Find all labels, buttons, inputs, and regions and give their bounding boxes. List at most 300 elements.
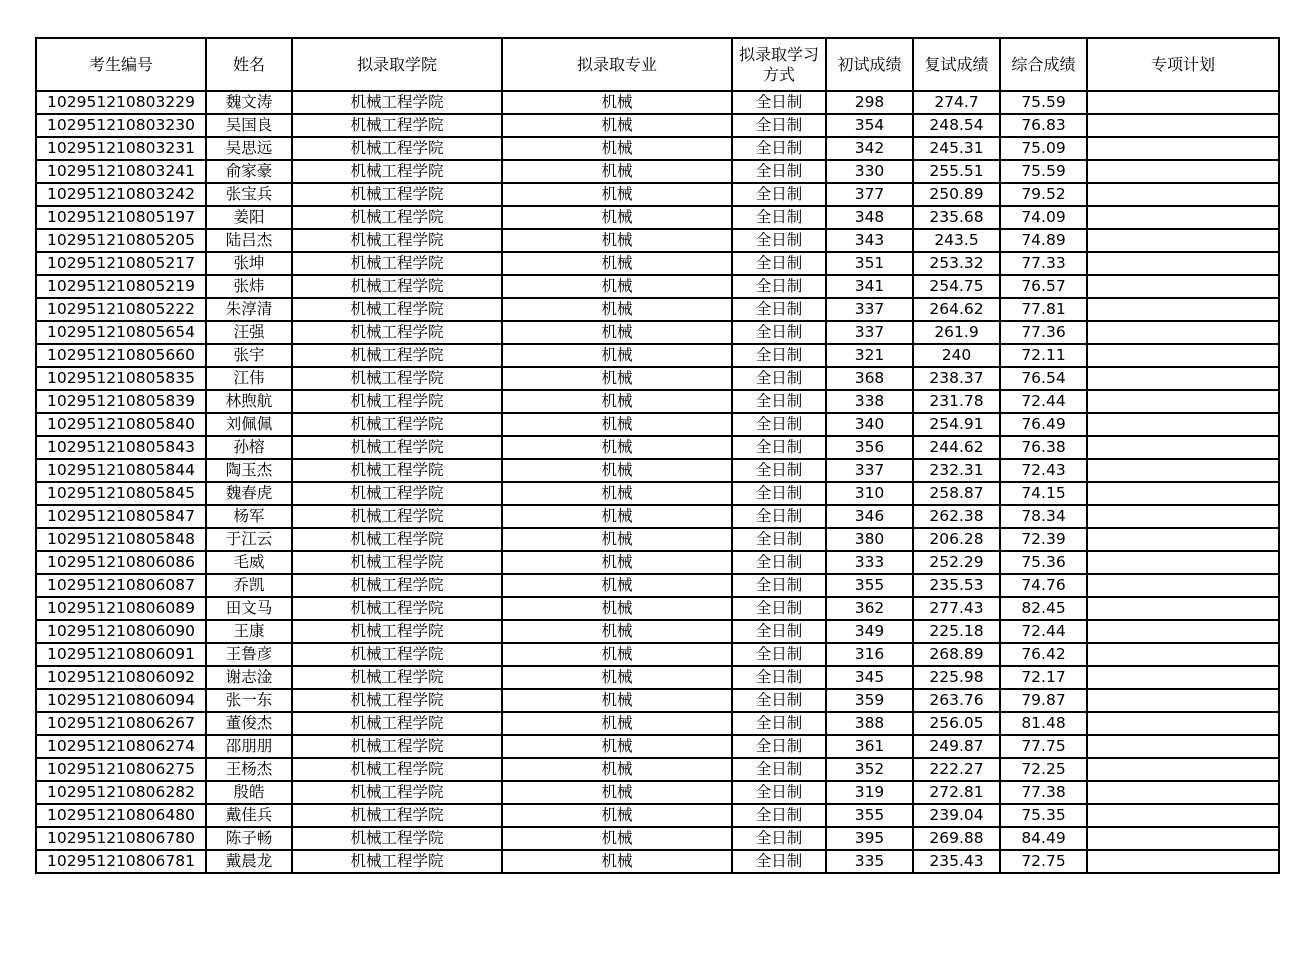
prelim-score-cell: 316 bbox=[826, 643, 913, 666]
college-cell: 机械工程学院 bbox=[292, 229, 502, 252]
total-score-cell: 76.57 bbox=[1000, 275, 1087, 298]
total-score-cell: 82.45 bbox=[1000, 597, 1087, 620]
candidate-id-cell: 102951210806087 bbox=[36, 574, 206, 597]
candidate-id-cell: 102951210805848 bbox=[36, 528, 206, 551]
total-score-cell: 74.76 bbox=[1000, 574, 1087, 597]
table-row bbox=[36, 689, 1279, 712]
major-cell: 机械 bbox=[502, 804, 732, 827]
major-cell: 机械 bbox=[502, 390, 732, 413]
retest-score-cell: 252.29 bbox=[913, 551, 1000, 574]
table-row bbox=[36, 620, 1279, 643]
total-score-cell: 77.36 bbox=[1000, 321, 1087, 344]
retest-score-cell: 244.62 bbox=[913, 436, 1000, 459]
retest-score-cell: 262.38 bbox=[913, 505, 1000, 528]
candidate-id-cell: 102951210805205 bbox=[36, 229, 206, 252]
candidate-id-cell: 102951210803231 bbox=[36, 137, 206, 160]
retest-score-cell: 258.87 bbox=[913, 482, 1000, 505]
total-score-cell: 79.52 bbox=[1000, 183, 1087, 206]
college-cell: 机械工程学院 bbox=[292, 689, 502, 712]
table-row bbox=[36, 252, 1279, 275]
total-score-cell: 74.09 bbox=[1000, 206, 1087, 229]
special-plan-cell bbox=[1087, 482, 1279, 505]
study-mode-cell: 全日制 bbox=[732, 367, 826, 390]
major-cell: 机械 bbox=[502, 183, 732, 206]
special-plan-cell bbox=[1087, 321, 1279, 344]
special-plan-cell bbox=[1087, 666, 1279, 689]
special-plan-cell bbox=[1087, 689, 1279, 712]
prelim-score-cell: 368 bbox=[826, 367, 913, 390]
table-row bbox=[36, 160, 1279, 183]
table-row bbox=[36, 413, 1279, 436]
college-cell: 机械工程学院 bbox=[292, 528, 502, 551]
major-cell: 机械 bbox=[502, 712, 732, 735]
study-mode-cell: 全日制 bbox=[732, 482, 826, 505]
prelim-score-cell: 343 bbox=[826, 229, 913, 252]
candidate-id-cell: 102951210803229 bbox=[36, 91, 206, 114]
name-cell: 董俊杰 bbox=[206, 712, 292, 735]
prelim-score-cell: 361 bbox=[826, 735, 913, 758]
total-score-cell: 79.87 bbox=[1000, 689, 1087, 712]
candidate-id-cell: 102951210806267 bbox=[36, 712, 206, 735]
name-cell: 俞家豪 bbox=[206, 160, 292, 183]
total-score-cell: 72.75 bbox=[1000, 850, 1087, 873]
table-row bbox=[36, 758, 1279, 781]
name-cell: 江伟 bbox=[206, 367, 292, 390]
special-plan-cell bbox=[1087, 413, 1279, 436]
name-cell: 杨军 bbox=[206, 505, 292, 528]
total-score-cell: 75.59 bbox=[1000, 160, 1087, 183]
prelim-score-cell: 356 bbox=[826, 436, 913, 459]
study-mode-cell: 全日制 bbox=[732, 712, 826, 735]
candidate-id-cell: 102951210803241 bbox=[36, 160, 206, 183]
study-mode-cell: 全日制 bbox=[732, 206, 826, 229]
table-row bbox=[36, 459, 1279, 482]
college-cell: 机械工程学院 bbox=[292, 321, 502, 344]
study-mode-cell: 全日制 bbox=[732, 413, 826, 436]
table-row bbox=[36, 137, 1279, 160]
retest-score-cell: 235.68 bbox=[913, 206, 1000, 229]
study-mode-cell: 全日制 bbox=[732, 505, 826, 528]
total-score-cell: 72.44 bbox=[1000, 620, 1087, 643]
college-cell: 机械工程学院 bbox=[292, 114, 502, 137]
prelim-score-cell: 388 bbox=[826, 712, 913, 735]
special-plan-cell bbox=[1087, 850, 1279, 873]
candidate-id-cell: 102951210806780 bbox=[36, 827, 206, 850]
special-plan-cell bbox=[1087, 206, 1279, 229]
prelim-score-cell: 348 bbox=[826, 206, 913, 229]
total-score-cell: 75.09 bbox=[1000, 137, 1087, 160]
header-retest-score: 复试成绩 bbox=[913, 38, 1000, 91]
prelim-score-cell: 355 bbox=[826, 804, 913, 827]
prelim-score-cell: 349 bbox=[826, 620, 913, 643]
candidate-id-cell: 102951210805197 bbox=[36, 206, 206, 229]
table-row bbox=[36, 643, 1279, 666]
retest-score-cell: 255.51 bbox=[913, 160, 1000, 183]
name-cell: 姜阳 bbox=[206, 206, 292, 229]
retest-score-cell: 225.18 bbox=[913, 620, 1000, 643]
major-cell: 机械 bbox=[502, 137, 732, 160]
study-mode-cell: 全日制 bbox=[732, 91, 826, 114]
college-cell: 机械工程学院 bbox=[292, 252, 502, 275]
retest-score-cell: 206.28 bbox=[913, 528, 1000, 551]
major-cell: 机械 bbox=[502, 528, 732, 551]
special-plan-cell bbox=[1087, 252, 1279, 275]
college-cell: 机械工程学院 bbox=[292, 551, 502, 574]
total-score-cell: 81.48 bbox=[1000, 712, 1087, 735]
special-plan-cell bbox=[1087, 344, 1279, 367]
candidate-id-cell: 102951210806092 bbox=[36, 666, 206, 689]
candidate-id-cell: 102951210805654 bbox=[36, 321, 206, 344]
special-plan-cell bbox=[1087, 827, 1279, 850]
table-row bbox=[36, 574, 1279, 597]
prelim-score-cell: 338 bbox=[826, 390, 913, 413]
retest-score-cell: 268.89 bbox=[913, 643, 1000, 666]
major-cell: 机械 bbox=[502, 735, 732, 758]
candidate-id-cell: 102951210806275 bbox=[36, 758, 206, 781]
major-cell: 机械 bbox=[502, 459, 732, 482]
table-row bbox=[36, 712, 1279, 735]
table-row bbox=[36, 436, 1279, 459]
total-score-cell: 72.44 bbox=[1000, 390, 1087, 413]
name-cell: 陶玉杰 bbox=[206, 459, 292, 482]
table-row bbox=[36, 781, 1279, 804]
special-plan-cell bbox=[1087, 712, 1279, 735]
study-mode-cell: 全日制 bbox=[732, 574, 826, 597]
candidate-id-cell: 102951210805840 bbox=[36, 413, 206, 436]
header-name: 姓名 bbox=[206, 38, 292, 91]
header-study-mode: 拟录取学习方式 bbox=[732, 38, 826, 91]
college-cell: 机械工程学院 bbox=[292, 758, 502, 781]
major-cell: 机械 bbox=[502, 367, 732, 390]
name-cell: 于江云 bbox=[206, 528, 292, 551]
table-row bbox=[36, 597, 1279, 620]
college-cell: 机械工程学院 bbox=[292, 643, 502, 666]
name-cell: 陆吕杰 bbox=[206, 229, 292, 252]
name-cell: 殷皓 bbox=[206, 781, 292, 804]
major-cell: 机械 bbox=[502, 482, 732, 505]
college-cell: 机械工程学院 bbox=[292, 275, 502, 298]
major-cell: 机械 bbox=[502, 643, 732, 666]
major-cell: 机械 bbox=[502, 275, 732, 298]
prelim-score-cell: 395 bbox=[826, 827, 913, 850]
total-score-cell: 76.54 bbox=[1000, 367, 1087, 390]
retest-score-cell: 232.31 bbox=[913, 459, 1000, 482]
name-cell: 孙榕 bbox=[206, 436, 292, 459]
study-mode-cell: 全日制 bbox=[732, 643, 826, 666]
major-cell: 机械 bbox=[502, 229, 732, 252]
retest-score-cell: 264.62 bbox=[913, 298, 1000, 321]
college-cell: 机械工程学院 bbox=[292, 160, 502, 183]
prelim-score-cell: 362 bbox=[826, 597, 913, 620]
major-cell: 机械 bbox=[502, 827, 732, 850]
retest-score-cell: 272.81 bbox=[913, 781, 1000, 804]
table-row bbox=[36, 551, 1279, 574]
study-mode-cell: 全日制 bbox=[732, 321, 826, 344]
candidate-id-cell: 102951210806282 bbox=[36, 781, 206, 804]
major-cell: 机械 bbox=[502, 505, 732, 528]
college-cell: 机械工程学院 bbox=[292, 827, 502, 850]
name-cell: 王杨杰 bbox=[206, 758, 292, 781]
special-plan-cell bbox=[1087, 758, 1279, 781]
prelim-score-cell: 351 bbox=[826, 252, 913, 275]
special-plan-cell bbox=[1087, 528, 1279, 551]
special-plan-cell bbox=[1087, 551, 1279, 574]
name-cell: 王康 bbox=[206, 620, 292, 643]
table-row bbox=[36, 114, 1279, 137]
table-row bbox=[36, 91, 1279, 114]
header-major: 拟录取专业 bbox=[502, 38, 732, 91]
retest-score-cell: 235.53 bbox=[913, 574, 1000, 597]
retest-score-cell: 269.88 bbox=[913, 827, 1000, 850]
retest-score-cell: 263.76 bbox=[913, 689, 1000, 712]
study-mode-cell: 全日制 bbox=[732, 666, 826, 689]
name-cell: 张宇 bbox=[206, 344, 292, 367]
table-row bbox=[36, 735, 1279, 758]
retest-score-cell: 249.87 bbox=[913, 735, 1000, 758]
special-plan-cell bbox=[1087, 804, 1279, 827]
total-score-cell: 75.36 bbox=[1000, 551, 1087, 574]
name-cell: 汪强 bbox=[206, 321, 292, 344]
header-special-plan: 专项计划 bbox=[1087, 38, 1279, 91]
college-cell: 机械工程学院 bbox=[292, 505, 502, 528]
prelim-score-cell: 337 bbox=[826, 321, 913, 344]
retest-score-cell: 250.89 bbox=[913, 183, 1000, 206]
special-plan-cell bbox=[1087, 91, 1279, 114]
name-cell: 吴国良 bbox=[206, 114, 292, 137]
retest-score-cell: 225.98 bbox=[913, 666, 1000, 689]
prelim-score-cell: 337 bbox=[826, 298, 913, 321]
study-mode-cell: 全日制 bbox=[732, 781, 826, 804]
retest-score-cell: 253.32 bbox=[913, 252, 1000, 275]
table-row bbox=[36, 206, 1279, 229]
prelim-score-cell: 352 bbox=[826, 758, 913, 781]
candidate-id-cell: 102951210806274 bbox=[36, 735, 206, 758]
study-mode-cell: 全日制 bbox=[732, 551, 826, 574]
college-cell: 机械工程学院 bbox=[292, 183, 502, 206]
candidate-id-cell: 102951210805835 bbox=[36, 367, 206, 390]
table-row bbox=[36, 528, 1279, 551]
header-prelim-score: 初试成绩 bbox=[826, 38, 913, 91]
college-cell: 机械工程学院 bbox=[292, 137, 502, 160]
table-row bbox=[36, 275, 1279, 298]
candidate-id-cell: 102951210805660 bbox=[36, 344, 206, 367]
name-cell: 林煦航 bbox=[206, 390, 292, 413]
study-mode-cell: 全日制 bbox=[732, 620, 826, 643]
candidate-id-cell: 102951210805219 bbox=[36, 275, 206, 298]
study-mode-cell: 全日制 bbox=[732, 183, 826, 206]
table-row bbox=[36, 827, 1279, 850]
college-cell: 机械工程学院 bbox=[292, 413, 502, 436]
retest-score-cell: 254.91 bbox=[913, 413, 1000, 436]
special-plan-cell bbox=[1087, 367, 1279, 390]
college-cell: 机械工程学院 bbox=[292, 850, 502, 873]
special-plan-cell bbox=[1087, 160, 1279, 183]
total-score-cell: 72.25 bbox=[1000, 758, 1087, 781]
total-score-cell: 76.42 bbox=[1000, 643, 1087, 666]
study-mode-cell: 全日制 bbox=[732, 436, 826, 459]
name-cell: 魏文涛 bbox=[206, 91, 292, 114]
college-cell: 机械工程学院 bbox=[292, 666, 502, 689]
major-cell: 机械 bbox=[502, 321, 732, 344]
name-cell: 张炜 bbox=[206, 275, 292, 298]
total-score-cell: 77.81 bbox=[1000, 298, 1087, 321]
candidate-id-cell: 102951210805222 bbox=[36, 298, 206, 321]
retest-score-cell: 238.37 bbox=[913, 367, 1000, 390]
header-candidate-id: 考生编号 bbox=[36, 38, 206, 91]
study-mode-cell: 全日制 bbox=[732, 804, 826, 827]
college-cell: 机械工程学院 bbox=[292, 298, 502, 321]
college-cell: 机械工程学院 bbox=[292, 344, 502, 367]
name-cell: 魏春虎 bbox=[206, 482, 292, 505]
admission-table bbox=[35, 37, 1280, 874]
table-row bbox=[36, 505, 1279, 528]
college-cell: 机械工程学院 bbox=[292, 436, 502, 459]
study-mode-cell: 全日制 bbox=[732, 735, 826, 758]
study-mode-cell: 全日制 bbox=[732, 160, 826, 183]
special-plan-cell bbox=[1087, 597, 1279, 620]
name-cell: 戴晨龙 bbox=[206, 850, 292, 873]
candidate-id-cell: 102951210806781 bbox=[36, 850, 206, 873]
retest-score-cell: 248.54 bbox=[913, 114, 1000, 137]
college-cell: 机械工程学院 bbox=[292, 574, 502, 597]
major-cell: 机械 bbox=[502, 758, 732, 781]
college-cell: 机械工程学院 bbox=[292, 712, 502, 735]
total-score-cell: 76.49 bbox=[1000, 413, 1087, 436]
special-plan-cell bbox=[1087, 114, 1279, 137]
study-mode-cell: 全日制 bbox=[732, 827, 826, 850]
total-score-cell: 74.89 bbox=[1000, 229, 1087, 252]
study-mode-cell: 全日制 bbox=[732, 229, 826, 252]
study-mode-cell: 全日制 bbox=[732, 758, 826, 781]
major-cell: 机械 bbox=[502, 689, 732, 712]
prelim-score-cell: 330 bbox=[826, 160, 913, 183]
study-mode-cell: 全日制 bbox=[732, 850, 826, 873]
special-plan-cell bbox=[1087, 735, 1279, 758]
name-cell: 田文马 bbox=[206, 597, 292, 620]
special-plan-cell bbox=[1087, 298, 1279, 321]
prelim-score-cell: 333 bbox=[826, 551, 913, 574]
major-cell: 机械 bbox=[502, 298, 732, 321]
prelim-score-cell: 380 bbox=[826, 528, 913, 551]
table-row bbox=[36, 183, 1279, 206]
total-score-cell: 77.33 bbox=[1000, 252, 1087, 275]
college-cell: 机械工程学院 bbox=[292, 459, 502, 482]
prelim-score-cell: 335 bbox=[826, 850, 913, 873]
retest-score-cell: 231.78 bbox=[913, 390, 1000, 413]
retest-score-cell: 240 bbox=[913, 344, 1000, 367]
major-cell: 机械 bbox=[502, 91, 732, 114]
special-plan-cell bbox=[1087, 436, 1279, 459]
study-mode-cell: 全日制 bbox=[732, 390, 826, 413]
major-cell: 机械 bbox=[502, 551, 732, 574]
major-cell: 机械 bbox=[502, 574, 732, 597]
table-row bbox=[36, 850, 1279, 873]
total-score-cell: 76.83 bbox=[1000, 114, 1087, 137]
special-plan-cell bbox=[1087, 574, 1279, 597]
total-score-cell: 74.15 bbox=[1000, 482, 1087, 505]
study-mode-cell: 全日制 bbox=[732, 689, 826, 712]
college-cell: 机械工程学院 bbox=[292, 781, 502, 804]
special-plan-cell bbox=[1087, 390, 1279, 413]
study-mode-cell: 全日制 bbox=[732, 114, 826, 137]
college-cell: 机械工程学院 bbox=[292, 735, 502, 758]
study-mode-cell: 全日制 bbox=[732, 459, 826, 482]
candidate-id-cell: 102951210803242 bbox=[36, 183, 206, 206]
total-score-cell: 84.49 bbox=[1000, 827, 1087, 850]
candidate-id-cell: 102951210806091 bbox=[36, 643, 206, 666]
college-cell: 机械工程学院 bbox=[292, 597, 502, 620]
retest-score-cell: 222.27 bbox=[913, 758, 1000, 781]
major-cell: 机械 bbox=[502, 781, 732, 804]
major-cell: 机械 bbox=[502, 114, 732, 137]
candidate-id-cell: 102951210805847 bbox=[36, 505, 206, 528]
name-cell: 张一东 bbox=[206, 689, 292, 712]
candidate-id-cell: 102951210806086 bbox=[36, 551, 206, 574]
prelim-score-cell: 321 bbox=[826, 344, 913, 367]
prelim-score-cell: 345 bbox=[826, 666, 913, 689]
candidate-id-cell: 102951210803230 bbox=[36, 114, 206, 137]
major-cell: 机械 bbox=[502, 344, 732, 367]
header-total-score: 综合成绩 bbox=[1000, 38, 1087, 91]
table-row bbox=[36, 666, 1279, 689]
prelim-score-cell: 340 bbox=[826, 413, 913, 436]
header-row bbox=[36, 38, 1279, 91]
retest-score-cell: 243.5 bbox=[913, 229, 1000, 252]
college-cell: 机械工程学院 bbox=[292, 91, 502, 114]
study-mode-cell: 全日制 bbox=[732, 252, 826, 275]
candidate-id-cell: 102951210805845 bbox=[36, 482, 206, 505]
study-mode-cell: 全日制 bbox=[732, 298, 826, 321]
special-plan-cell bbox=[1087, 229, 1279, 252]
retest-score-cell: 256.05 bbox=[913, 712, 1000, 735]
special-plan-cell bbox=[1087, 137, 1279, 160]
major-cell: 机械 bbox=[502, 597, 732, 620]
table-body bbox=[36, 91, 1279, 873]
college-cell: 机械工程学院 bbox=[292, 804, 502, 827]
special-plan-cell bbox=[1087, 505, 1279, 528]
college-cell: 机械工程学院 bbox=[292, 390, 502, 413]
total-score-cell: 76.38 bbox=[1000, 436, 1087, 459]
study-mode-cell: 全日制 bbox=[732, 344, 826, 367]
name-cell: 朱淳清 bbox=[206, 298, 292, 321]
prelim-score-cell: 377 bbox=[826, 183, 913, 206]
table-row bbox=[36, 367, 1279, 390]
retest-score-cell: 277.43 bbox=[913, 597, 1000, 620]
retest-score-cell: 274.7 bbox=[913, 91, 1000, 114]
candidate-id-cell: 102951210805844 bbox=[36, 459, 206, 482]
major-cell: 机械 bbox=[502, 436, 732, 459]
prelim-score-cell: 346 bbox=[826, 505, 913, 528]
special-plan-cell bbox=[1087, 620, 1279, 643]
total-score-cell: 77.38 bbox=[1000, 781, 1087, 804]
study-mode-cell: 全日制 bbox=[732, 137, 826, 160]
name-cell: 乔凯 bbox=[206, 574, 292, 597]
table-row bbox=[36, 482, 1279, 505]
college-cell: 机械工程学院 bbox=[292, 367, 502, 390]
prelim-score-cell: 355 bbox=[826, 574, 913, 597]
major-cell: 机械 bbox=[502, 413, 732, 436]
candidate-id-cell: 102951210805839 bbox=[36, 390, 206, 413]
candidate-id-cell: 102951210806480 bbox=[36, 804, 206, 827]
name-cell: 吴思远 bbox=[206, 137, 292, 160]
major-cell: 机械 bbox=[502, 160, 732, 183]
total-score-cell: 72.17 bbox=[1000, 666, 1087, 689]
candidate-id-cell: 102951210805217 bbox=[36, 252, 206, 275]
name-cell: 刘佩佩 bbox=[206, 413, 292, 436]
special-plan-cell bbox=[1087, 643, 1279, 666]
retest-score-cell: 254.75 bbox=[913, 275, 1000, 298]
table-row bbox=[36, 321, 1279, 344]
